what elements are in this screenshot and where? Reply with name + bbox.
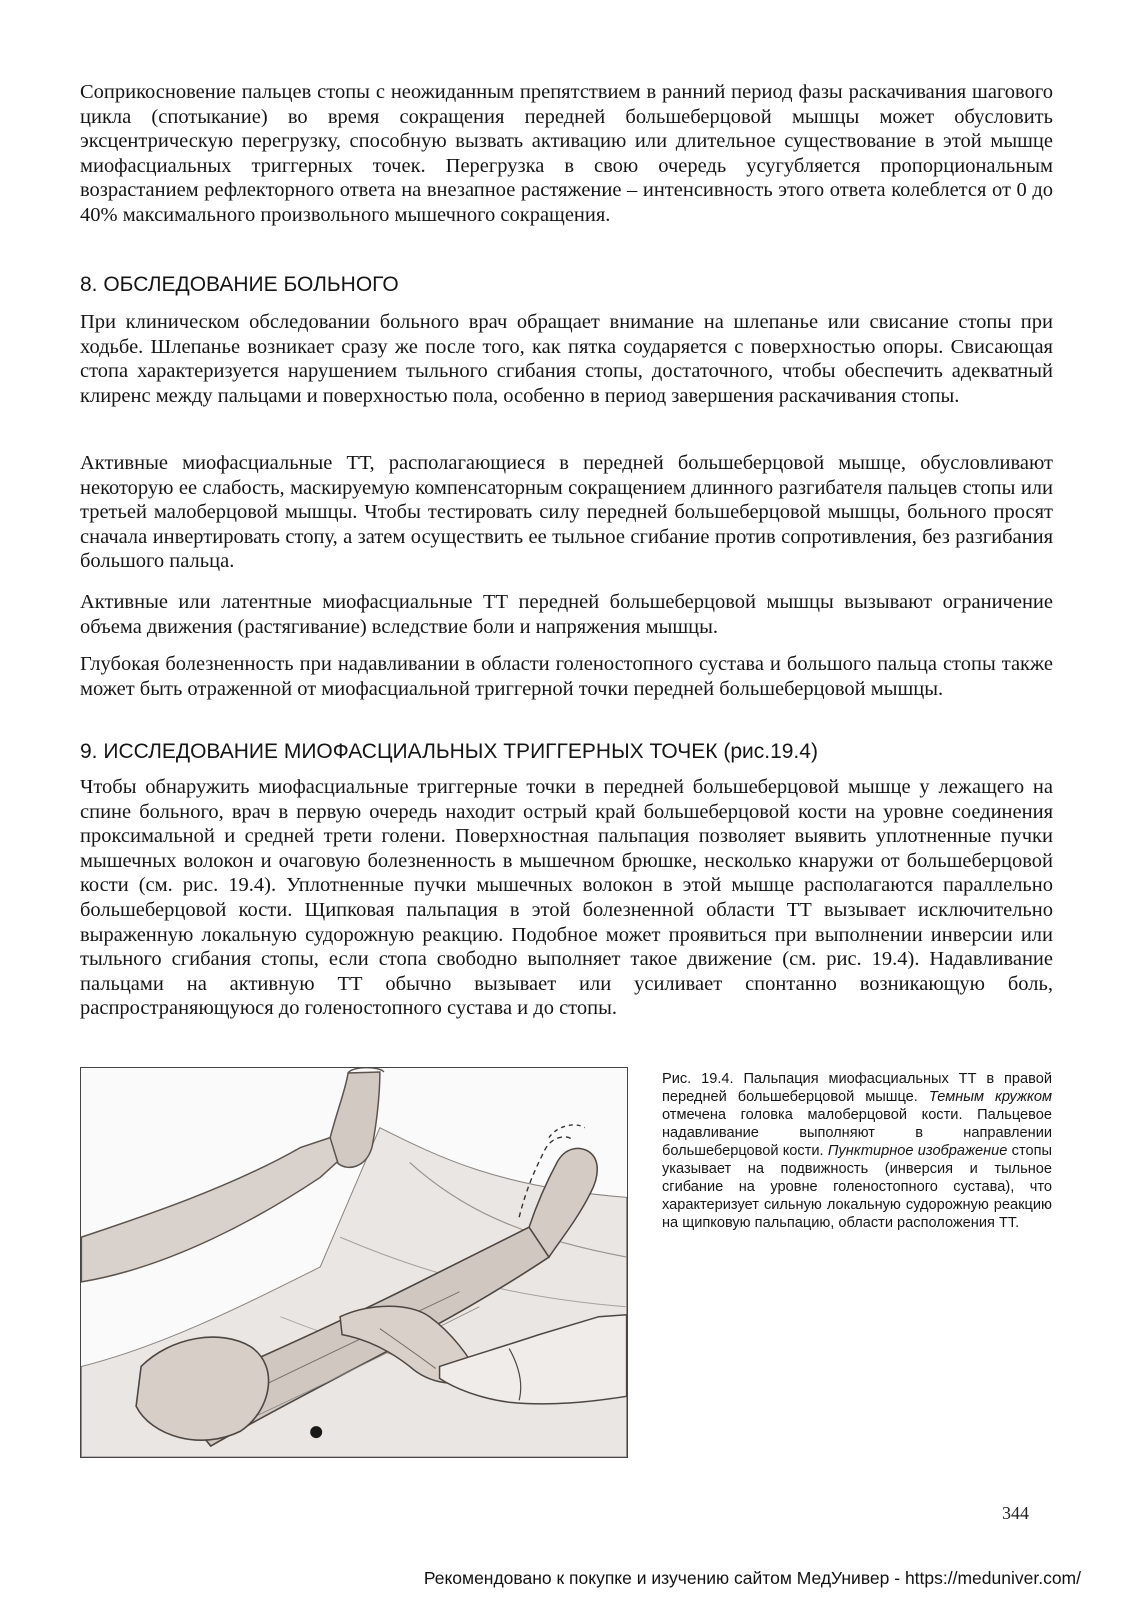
paragraph-clinical-examination: При клиническом обследовании больного врач обращает внимание на шлепанье или свисание стопы при ходьбе. Шлепанье возникает сразу же после того, как пятка соударяется с поверхностью опоры. Свисающая стопа характеризуется нарушением тыльного сгибания стопы, достаточного, чтобы обеспечить адекватный клиренс между пальцами и поверхностью пола, особенно в период завершения раскачивания стопы. (80, 311, 1053, 407)
caption-text-end: стопы указывает на подвижность (инверсия и тыльное сгибание на уровне голеностопного сустава), что характеризует сильную локальную судорожную реакцию на щипковую пальпацию, области расположения ТТ. (662, 1143, 1052, 1231)
paragraph-deep-tenderness: Глубокая болезненность при надавливании в области голеностопного сустава и большого пальца стопы также может быть отраженной от миофасциальной триггерной точки передней большеберцовой мышцы. (80, 653, 1053, 700)
footer-recommendation: Рекомендовано к покупке и изучению сайтом МедУнивер - https://meduniver.com/ (423, 1568, 1081, 1588)
page-number: 344 (1002, 1503, 1029, 1523)
section-heading-patient-examination: 8. ОБСЛЕДОВАНИЕ БОЛЬНОГО (80, 273, 399, 296)
fibular-head-marker (310, 1426, 322, 1438)
paragraph-palpation-technique: Чтобы обнаружить миофасциальные триггерные точки в передней большеберцовой мышце у лежащего на спине больного, врач в первую очередь находит острый край большеберцовой кости на уровне соединения проксимальной и средней трети голени. Поверхностная пальпация позволяет выявить уплотненные пучки мышечных волокон и очаговую болезненность в мышечном брюшке, несколько кнаружи от большеберцовой кости (см. рис. 19.4). Уплотненные пучки мышечных волокон в этой мышце располагаются параллельно большеберцовой кости. Щипковая пальпация в этой болезненной области ТТ вызывает исключительно выраженную локальную судорожную реакцию. Подобное может проявиться при выполнении инверсии или тыльного сгибания стопы, если стопа свободно выполняет такое движение (см. рис. 19.4). Надавливание пальцами на активную ТТ обычно вызывает или усиливает спонтанно возникающую боль, распространяющуюся до голеностопного сустава и до стопы. (80, 776, 1053, 1020)
figure-caption (662, 1070, 1052, 1232)
caption-text-start: Рис. 19.4. Пальпация миофасциальных ТТ в правой передней большеберцовой мышце. (662, 1071, 1052, 1105)
paragraph-range-of-motion: Активные или латентные миофасциальные ТТ передней большеберцовой мышцы вызывают ограничение объема движения (растягивание) вследствие боли и напряжения мышцы. (80, 591, 1053, 638)
section-heading-trigger-point-examination: 9. ИССЛЕДОВАНИЕ МИОФАСЦИАЛЬНЫХ ТРИГГЕРНЫХ ТОЧЕК (рис.19.4) (80, 740, 818, 763)
caption-emphasis-dotted-image: Пунктирное изображение (827, 1143, 1008, 1159)
paragraph-active-trigger-points-weakness: Активные миофасциальные ТТ, располагающиеся в передней большеберцовой мышце, обусловливают некоторую ее слабость, маскируемую компенсаторным сокращением длинного разгибателя пальцев стопы или третьей малоберцовой мышцы. Чтобы тестировать силу передней большеберцовой мышцы, больного просят сначала инвертировать стопу, а затем осуществить ее тыльное сгибание против сопротивления, без разгибания большого пальца. (80, 452, 1053, 573)
caption-text-middle: отмечена головка малоберцовой кости. Пальцевое надавливание выполняют в направлении большеберцовой кости. (662, 1107, 1052, 1159)
figure-palpation-illustration (80, 1067, 628, 1458)
caption-emphasis-dark-circle: Темным кружком (928, 1089, 1052, 1105)
paragraph-stumbling-overload: Соприкосновение пальцев стопы с неожиданным препятствием в ранний период фазы раскачивания шагового цикла (спотыкание) во время сокращения передней большеберцовой мышцы может обусловить эксцентрическую перегрузку, способную вызвать активацию или длительное существование в этой мышце миофасциальных триггерных точек. Перегрузка в свою очередь усугубляется пропорциональным возрастанием рефлекторного ответа на внезапное растяжение – интенсивность этого ответа колеблется от 0 до 40% максимального произвольного мышечного сокращения. (80, 81, 1053, 226)
leg-palpation-drawing (81, 1068, 627, 1457)
